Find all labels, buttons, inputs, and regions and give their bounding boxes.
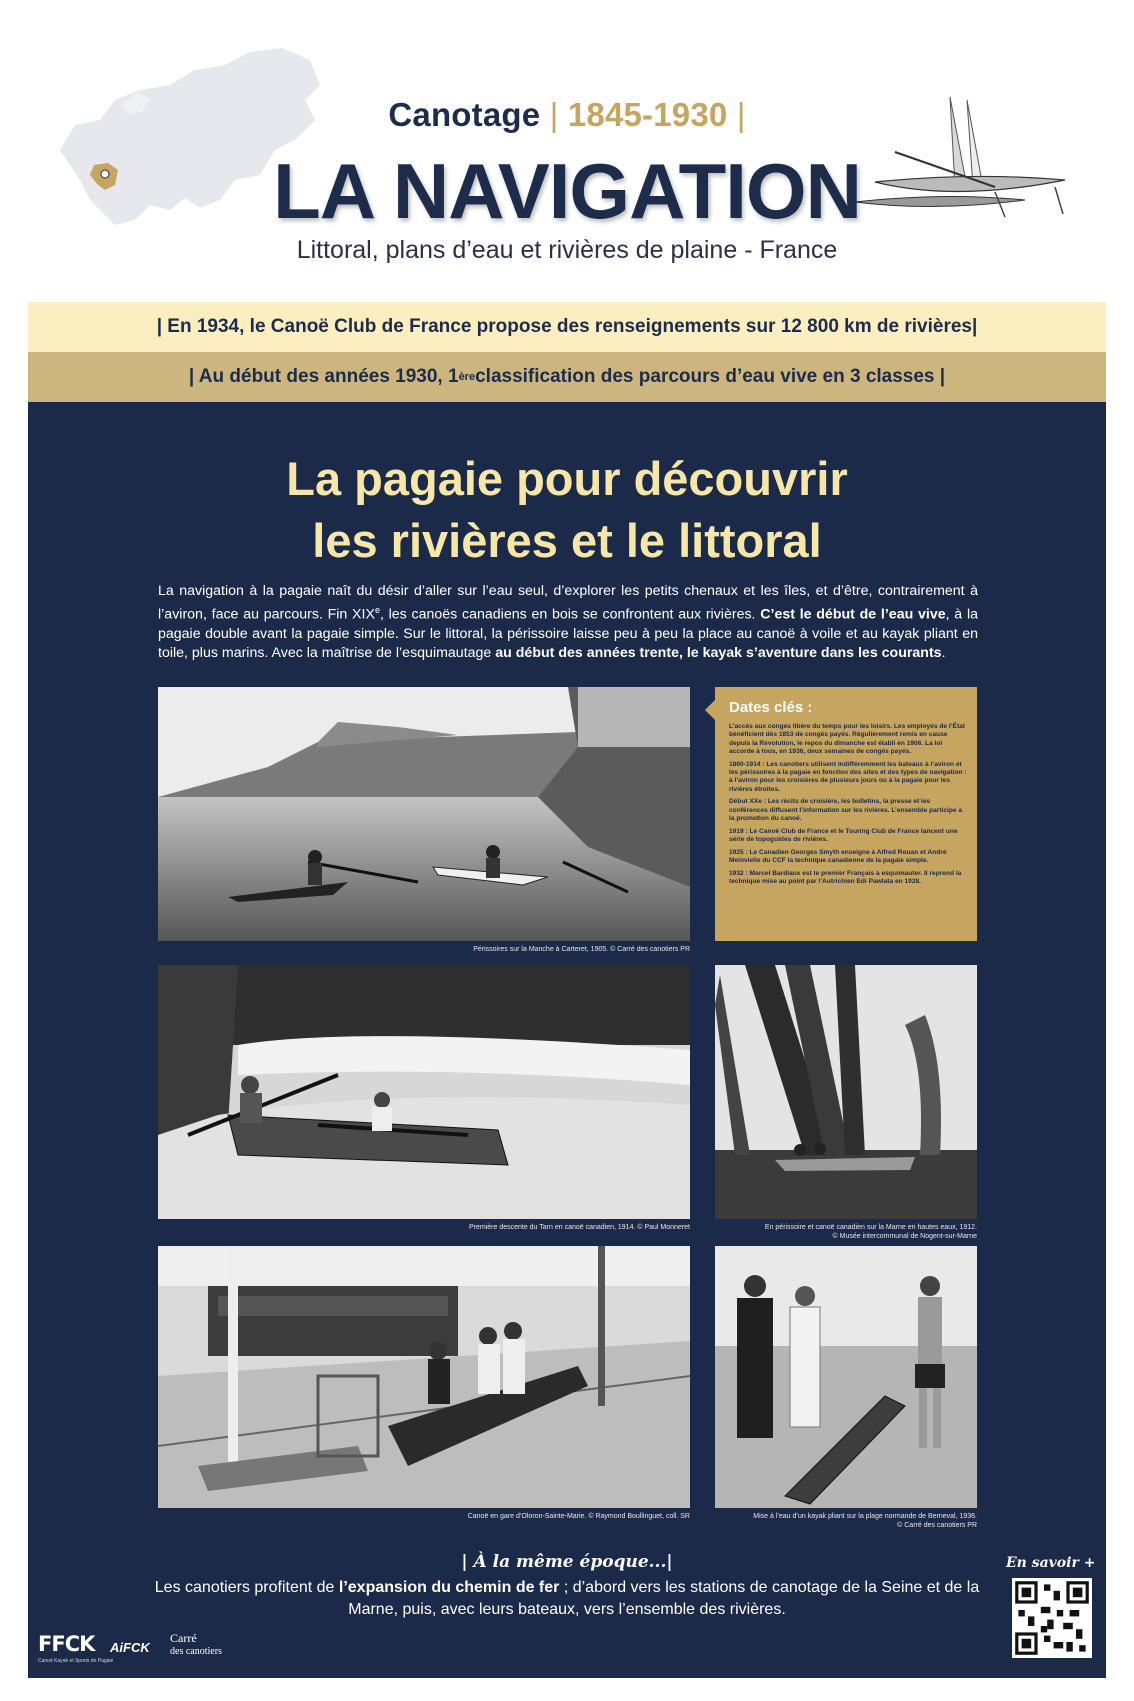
photo-caption: Première descente du Tarn en canoë canadien, 1914. © Paul Monneret xyxy=(468,1224,690,1231)
dates-box-title: Dates clés : xyxy=(729,699,813,716)
photo-marne xyxy=(715,965,977,1219)
dates-list xyxy=(729,723,967,891)
photo-caption-line: En périssoire et canoë canadien sur la Marne en hautes eaux, 1912. xyxy=(764,1224,977,1231)
photo-caption-line: © Carré des canotiers PR xyxy=(897,1522,977,1529)
aifck-logo: AiFCK xyxy=(110,1640,150,1655)
page-title: LA NAVIGATION xyxy=(273,147,861,235)
photo-oloron xyxy=(158,1246,690,1508)
carre-logo-line2: des canotiers xyxy=(170,1646,222,1657)
supertitle-separator: | xyxy=(736,96,746,133)
learn-more-label[interactable]: En savoir + xyxy=(1006,1555,1096,1571)
photo-caption-line: © Musée intercommunal de Nogent-sur-Marne xyxy=(832,1233,977,1240)
photo-berneval xyxy=(715,1246,977,1508)
supertitle-separator: | xyxy=(549,96,568,133)
intro-text-1: La navigation à la pagaie naît du désir d’aller sur l’eau seul, d’explorer les petits chenaux et les îles, et d’être, contrairement à l’aviron, face au parcours. Fin XIX xyxy=(158,583,978,623)
photo-tarn xyxy=(158,965,690,1219)
ffck-logo: FFCK xyxy=(38,1632,95,1656)
photo-caption xyxy=(715,1223,977,1241)
photo-caption: Périssoires sur la Manche à Carteret, 1905. © Carré des canotiers PR xyxy=(473,946,690,953)
photo-caption xyxy=(715,1512,977,1530)
dates-item: 1919 : Le Canoë Club de France et le Touring Club de France lancent une série de topoguides de rivières. xyxy=(729,827,958,844)
intro-text-4: . xyxy=(941,644,946,661)
section-title-line2: les rivières et le littoral xyxy=(312,514,822,567)
intro-text-3: , à la pagaie double avant la pagaie simple. Sur le littoral, la périssoire laisse peu à peu la place au canoë à voile et au kayak pliant en toile, plus marins. Avec la maîtrise de l’esquimautage xyxy=(158,606,978,661)
section-title xyxy=(28,448,1106,572)
photo-carteret xyxy=(158,687,690,941)
dates-item: 1925 : Le Canadien Georges Smyth enseigne à Alfred Rouan et André Meinvielle du CCF la technique canadienne de la pagaie simple. xyxy=(729,848,947,865)
supertitle-dates: 1845-1930 xyxy=(567,96,728,133)
ffck-logo-subtitle: Canoë Kayak et Sports de Pagaie xyxy=(38,1658,114,1664)
intro-text-2: , les canoës canadiens en bois se confrontent aux rivières. xyxy=(379,606,761,623)
banner2-text-before: | Au début des années 1930, 1 xyxy=(188,366,459,387)
qr-code[interactable] xyxy=(1012,1578,1092,1658)
footer-tag: | À la même époque...| xyxy=(461,1552,673,1572)
banner-whitewater-classification xyxy=(28,352,1106,402)
intro-sup: e xyxy=(374,605,380,615)
intro-bold-1: C’est le début de l’eau vive xyxy=(760,606,946,623)
banner2-superscript: ère xyxy=(458,371,476,383)
photo-caption-line: Mise à l’eau d’un kayak pliant sur la plage normande de Berneval, 1936. xyxy=(753,1513,977,1520)
section-title-line1: La pagaie pour découvrir xyxy=(286,452,848,505)
footer-text-bold: l’expansion du chemin de fer xyxy=(338,1579,560,1596)
dates-item: 1932 : Marcel Bardiaux est le premier Français à esquimauter. Il reprend la technique mise au point par l’Autrichien Edi Pawlata en 1928. xyxy=(729,869,962,886)
carre-logo-line1: Carré xyxy=(170,1631,197,1645)
dates-item: Début XXe : Les récits de croisière, les bulletins, la presse et les conférences diffusent l’information sur les rivières. L’ensemble participe à la promotion du canoë. xyxy=(729,798,963,822)
photo-caption: Canoë en gare d’Oloron-Sainte-Marie. © Raymond Boullinguet, coll. SR xyxy=(467,1513,690,1520)
supertitle xyxy=(0,96,1134,134)
intro-paragraph xyxy=(158,582,978,663)
dates-item: 1860-1914 : Les canotiers utilisent indifféremment les bateaux à l’aviron et les périssoires à la pagaie en fonction des sites et des types de navigation : à l’aviron pour les croisières de plusieurs jours ou à la pagaie pour les rivières étroites. xyxy=(729,760,967,793)
dates-box-arrow xyxy=(705,700,715,720)
dates-item: L’accès aux congés libère du temps pour les loisirs. Les employés de l’État bénéficient dès 1853 de congés payés. Régulièrement remis en cause depuis la Révolution, le repos du dimanche est établi en 1906. La loi accorde à tous, en 1936, deux semaines de congés payés. xyxy=(729,723,965,755)
page-subtitle: Littoral, plans d’eau et rivières de plaine - France xyxy=(296,236,838,264)
footer-text-before: Les canotiers profitent de xyxy=(154,1579,339,1596)
banner2-text-after: classification des parcours d’eau vive en 3 classes | xyxy=(475,366,946,387)
key-dates-box xyxy=(715,687,977,941)
carre-des-canotiers-logo xyxy=(170,1632,222,1658)
footer-text-after: ; d’abord vers les stations de canotage de la Seine et de la Marne, puis, avec leurs bateaux, vers l’ensemble des rivières. xyxy=(348,1579,980,1618)
supertitle-word: Canotage xyxy=(388,96,541,133)
footer-text xyxy=(150,1577,984,1621)
intro-bold-2: au début des années trente, le kayak s’aventure dans les courants xyxy=(495,644,942,661)
banner-rivers-info: | En 1934, le Canoë Club de France propose des renseignements sur 12 800 km de rivières| xyxy=(28,302,1106,352)
